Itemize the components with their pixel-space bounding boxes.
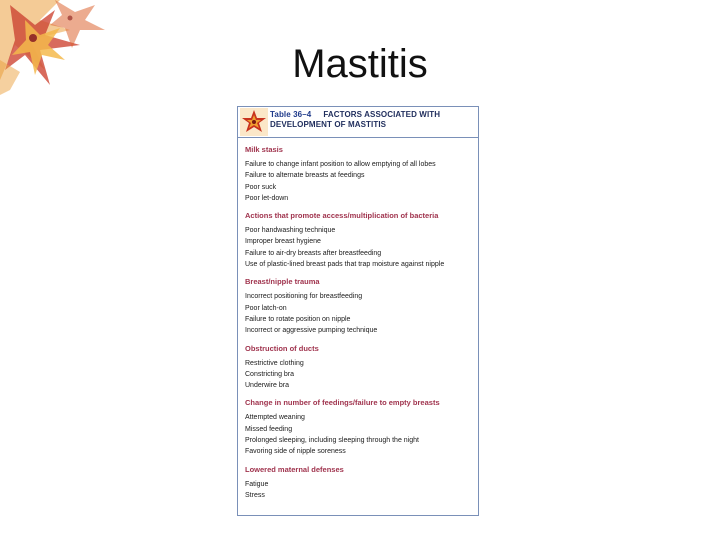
section-feedings — [238, 398, 478, 457]
list-item: Failure to air-dry breasts after breastfeeding — [245, 249, 382, 257]
list-item: Constricting bra — [245, 370, 295, 378]
list-item: Fatigue — [245, 480, 269, 488]
list-item: Failure to alternate breasts at feedings — [245, 172, 365, 180]
list-item: Incorrect positioning for breastfeeding — [245, 293, 363, 301]
list-item: Restrictive clothing — [245, 359, 304, 367]
list-item: Incorrect or aggressive pumping technique — [245, 327, 378, 335]
section-obstruction — [238, 344, 478, 392]
list-item: Poor suck — [245, 183, 277, 191]
table-number: Table 36–4 — [270, 110, 312, 119]
factors-table — [237, 106, 479, 516]
table-caption — [270, 107, 440, 130]
list-item: Attempted weaning — [245, 414, 305, 422]
list-item: Improper breast hygiene — [245, 238, 321, 246]
list-item: Poor let-down — [245, 194, 289, 202]
section-trauma — [238, 277, 478, 336]
section-heading: Lowered maternal defenses — [245, 464, 344, 474]
section-heading: Obstruction of ducts — [245, 343, 319, 353]
section-heading: Milk stasis — [245, 145, 283, 154]
list-item: Poor latch-on — [245, 304, 287, 312]
section-heading: Change in number of feedings/failure to empty breasts — [245, 398, 440, 408]
list-item: Prolonged sleeping, including sleeping through the night — [245, 437, 419, 445]
list-item: Failure to change infant position to allow emptying of all lobes — [245, 161, 436, 168]
table-title-line1: FACTORS ASSOCIATED WITH — [323, 110, 441, 119]
flower-icon — [240, 108, 268, 136]
section-heading: Breast/nipple trauma — [245, 277, 320, 287]
table-title-line2: DEVELOPMENT OF MASTITIS — [270, 120, 387, 129]
section-bacteria — [238, 211, 478, 270]
section-defenses — [238, 465, 478, 502]
list-item: Stress — [245, 491, 265, 499]
section-milk-stasis — [238, 145, 478, 204]
table-header — [238, 107, 478, 138]
section-heading: Actions that promote access/multiplication of bacteria — [245, 211, 439, 221]
list-item: Poor handwashing technique — [245, 227, 336, 235]
list-item: Underwire bra — [245, 382, 289, 390]
slide-title: Mastitis — [292, 42, 428, 86]
list-item: Failure to rotate position on nipple — [245, 315, 351, 323]
list-item: Favoring side of nipple soreness — [245, 448, 346, 456]
list-item: Use of plastic-lined breast pads that trap moisture against nipple — [245, 261, 445, 269]
list-item: Missed feeding — [245, 425, 293, 433]
